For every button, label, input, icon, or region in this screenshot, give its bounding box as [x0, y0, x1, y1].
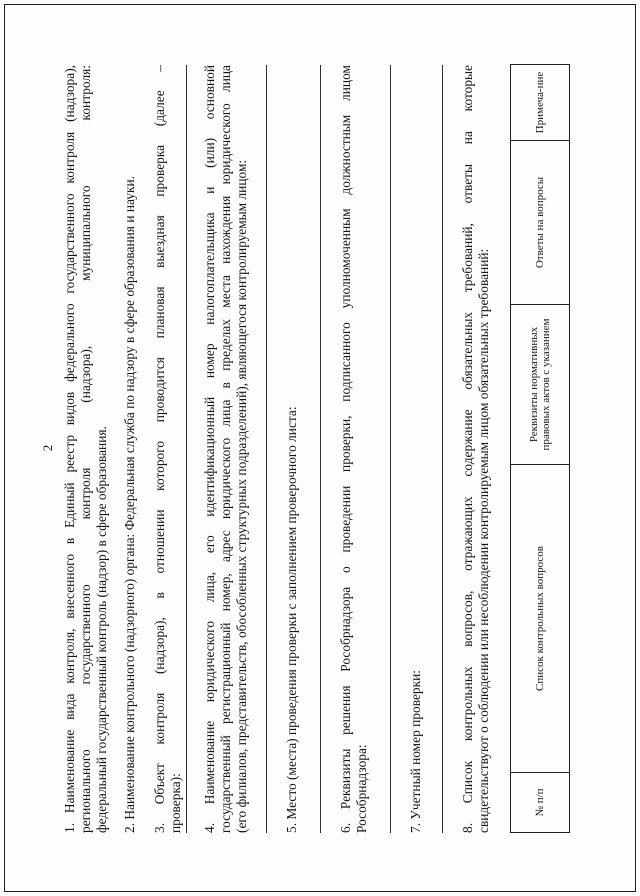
- item-5-line-1: 5. Место (места) проведения проверки с заполнением проверочного листа:: [284, 406, 299, 833]
- column-header-questions: Список контрольных вопросов: [511, 465, 570, 773]
- item-4-line-3: (его филиалов, представительств, обособленных структурных подразделений), являющегося контролируемым лицом:: [234, 159, 249, 833]
- item-3-line-1: 3. Объект контроля (надзора), в отношении которого проводится плановая выездная проверка (далее –: [152, 65, 167, 833]
- document-page: [40, 53, 600, 843]
- item-2-line-1: 2. Наименование контрольного (надзорного) органа: Федеральная служба по надзору в сфере образования и науки.: [122, 176, 137, 833]
- item-4-line-1: 4. Наименование юридического лица, его идентификационный номер налогоплательщика и (или) основной: [202, 65, 217, 833]
- table-header-row: [511, 65, 570, 833]
- item-1-line-2: регионального государственного контроля (надзора), муниципального контроля:: [78, 65, 93, 833]
- column-header-answers: Ответы на вопросы: [511, 141, 570, 305]
- checklist-table: [510, 64, 570, 833]
- item-7-line-1: 7. Учетный номер проверки:: [408, 670, 423, 833]
- item-6-line-1: 6. Реквизиты решения Рособрнадзора о проведении проверки, подписанного уполномоченным должностным лицом: [338, 65, 353, 833]
- item-6-line-2: Рособрнадзора:: [354, 744, 369, 833]
- item-1-line-3: федеральный государственный контроль (надзор) в сфере образования.: [94, 426, 109, 833]
- page-number: 2: [40, 444, 55, 452]
- item-4-fill-line: [266, 65, 267, 833]
- item-6-fill-line: [390, 65, 391, 833]
- item-3-line-2: проверка):: [168, 773, 183, 833]
- item-8-line-2: свидетельствуют о соблюдении или несоблюдении контролируемым лицом обязательных требований:: [476, 248, 491, 833]
- column-header-number: № п/п: [511, 773, 570, 833]
- item-7-fill-line: [442, 65, 443, 833]
- column-header-legal-acts: Реквизиты нормативных правовых актов с указанием: [511, 305, 570, 465]
- item-3-fill-line: [186, 65, 187, 833]
- scanned-document-frame: [4, 4, 636, 892]
- item-8-line-1: 8. Список контрольных вопросов, отражающих содержание обязательных требований, ответы на которые: [460, 65, 475, 833]
- item-1-line-1: 1. Наименование вида контроля, внесенного в Единый реестр видов федерального государственного контроля (надзора),: [62, 65, 77, 833]
- column-header-note: Примеча-ние: [511, 65, 570, 141]
- item-4-line-2: государственный регистрационный номер, адрес юридического лица в пределах места нахождения юридического лица: [218, 65, 233, 833]
- item-5-fill-line: [320, 65, 321, 833]
